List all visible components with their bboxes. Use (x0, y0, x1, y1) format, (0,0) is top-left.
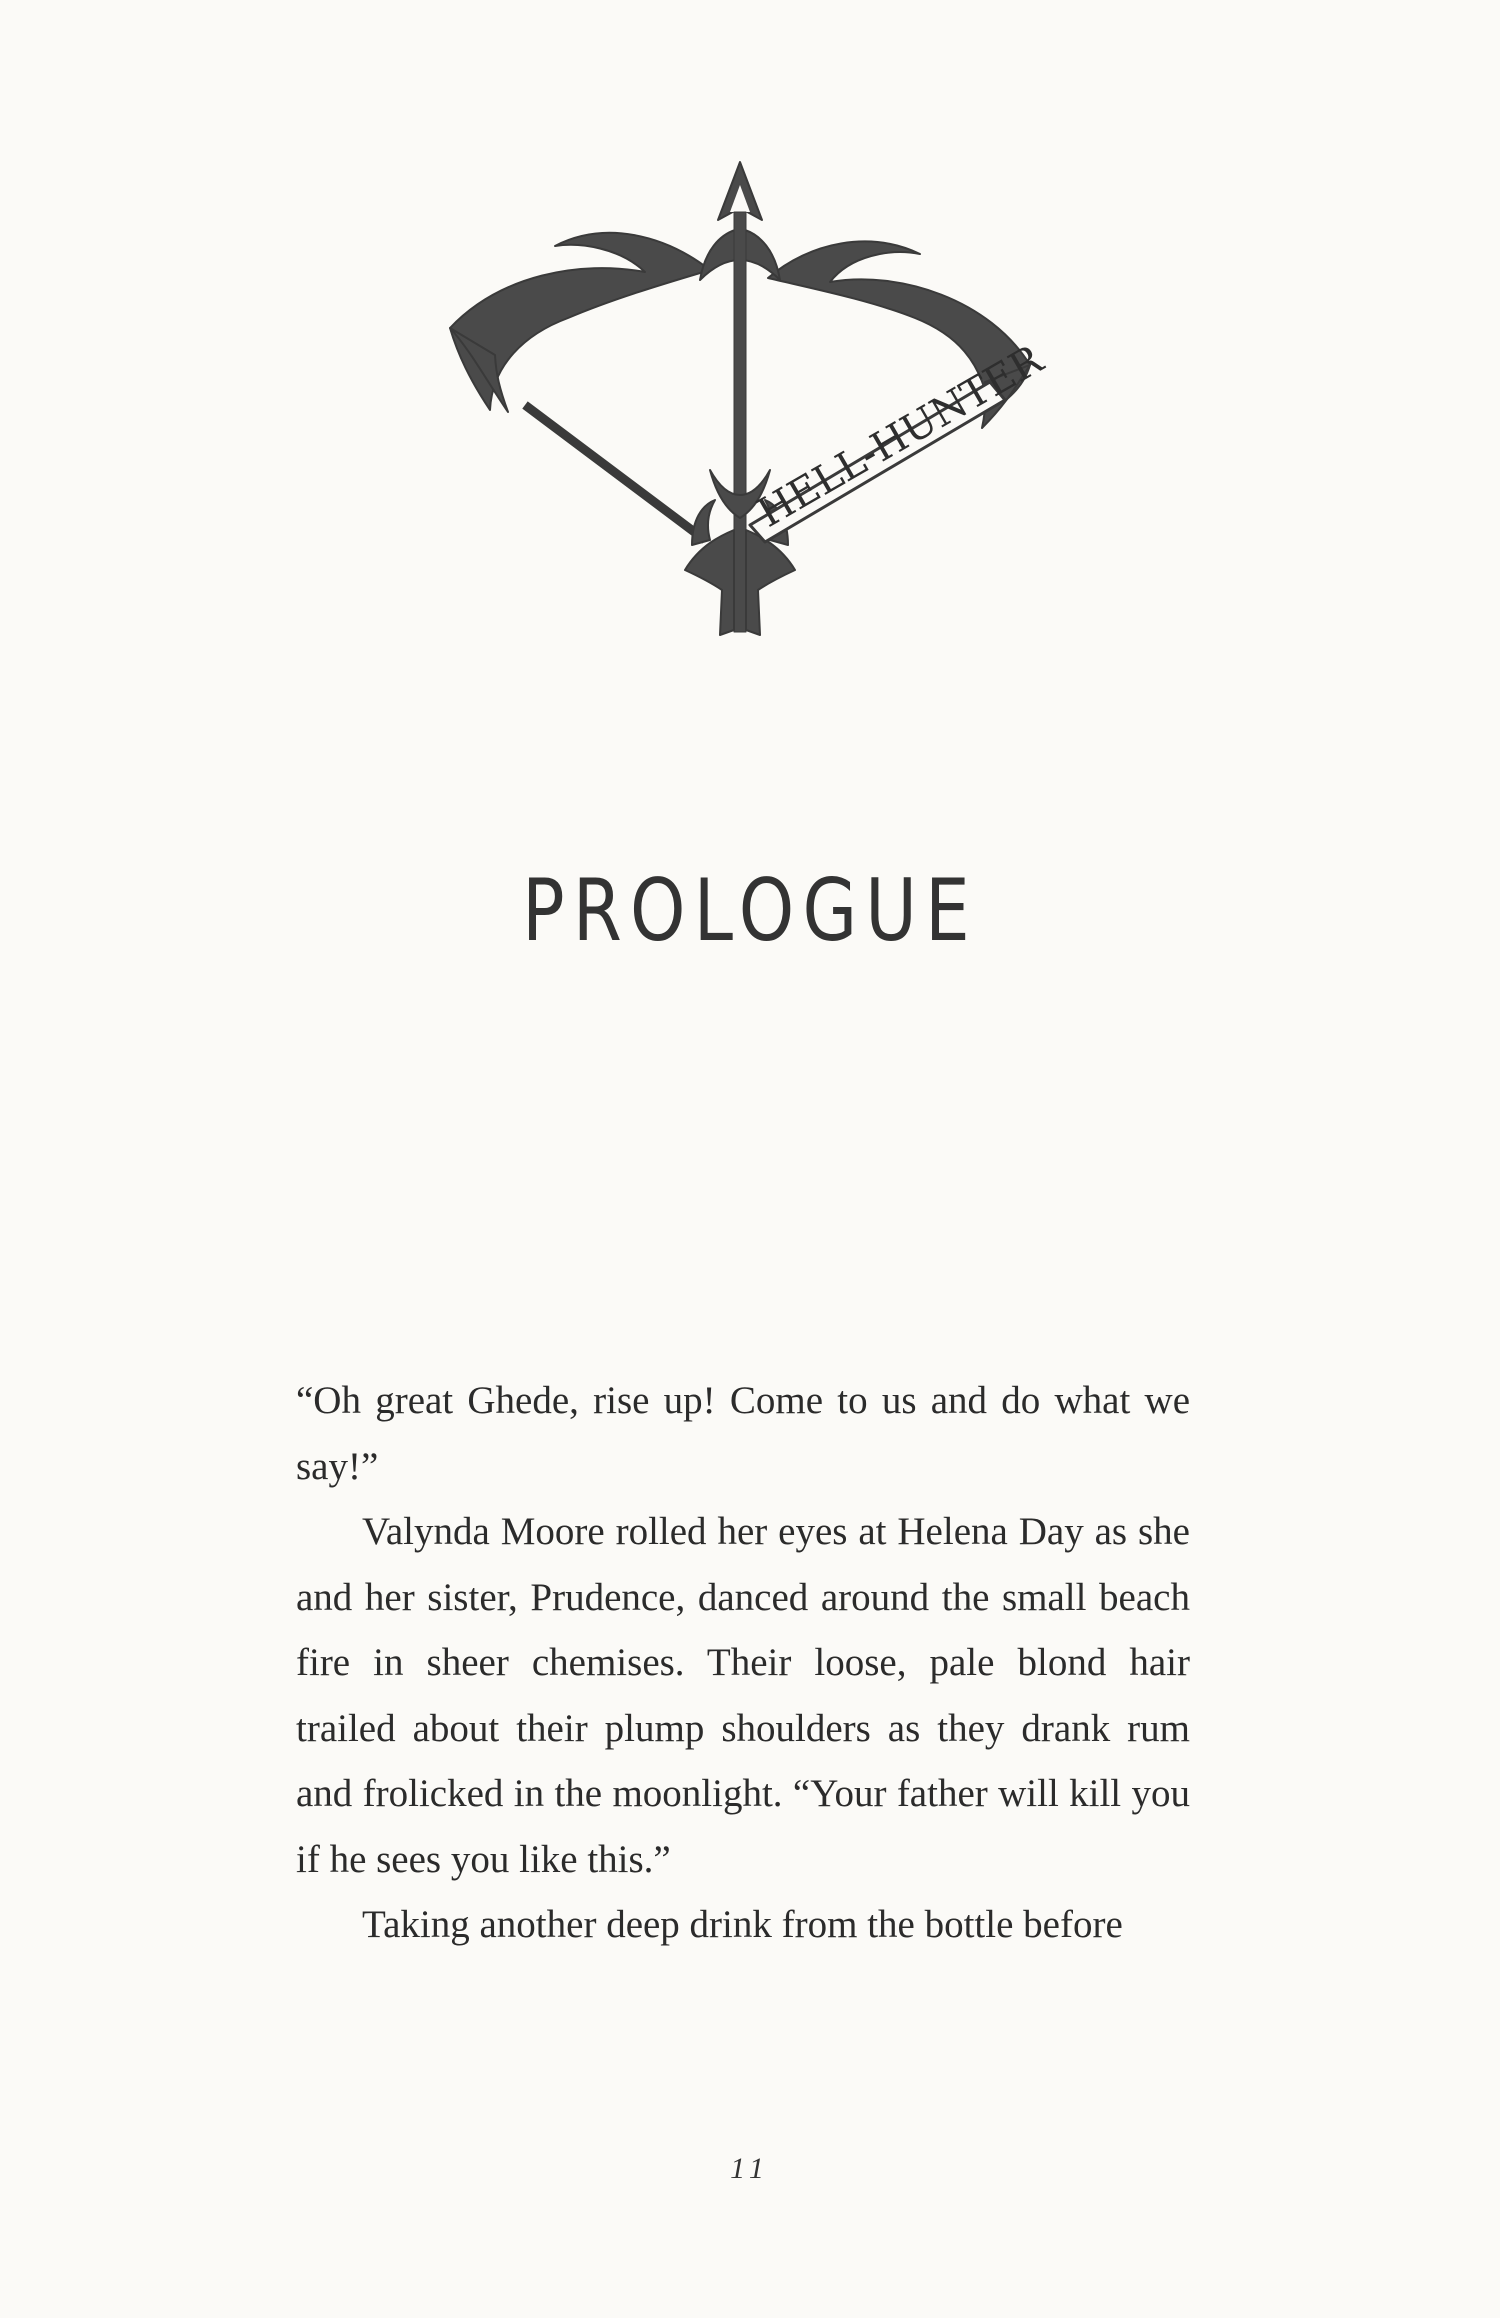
bow-and-arrow-emblem-icon (430, 150, 1050, 680)
chapter-title: PROLOGUE (522, 861, 978, 961)
paragraph: Taking another deep drink from the bottle before (362, 1903, 1123, 1946)
emblem-label: HELL-HUNTER (750, 336, 1050, 537)
prose-body (296, 1368, 1190, 1958)
paragraph: “Oh great Ghede, rise up! Come to us and do what we say!” (296, 1379, 1190, 1488)
paragraph: Valynda Moore rolled her eyes at Helena Day as she and her sister, Prudence, danced around the small beach fire in sheer chemises. Their loose, pale blond hair trailed about their plump shoulders as they drank rum and frolicked in the moonlight. “Your father will kill you if he sees you like this.” (296, 1510, 1190, 1881)
page-number: 11 (730, 2152, 770, 2185)
